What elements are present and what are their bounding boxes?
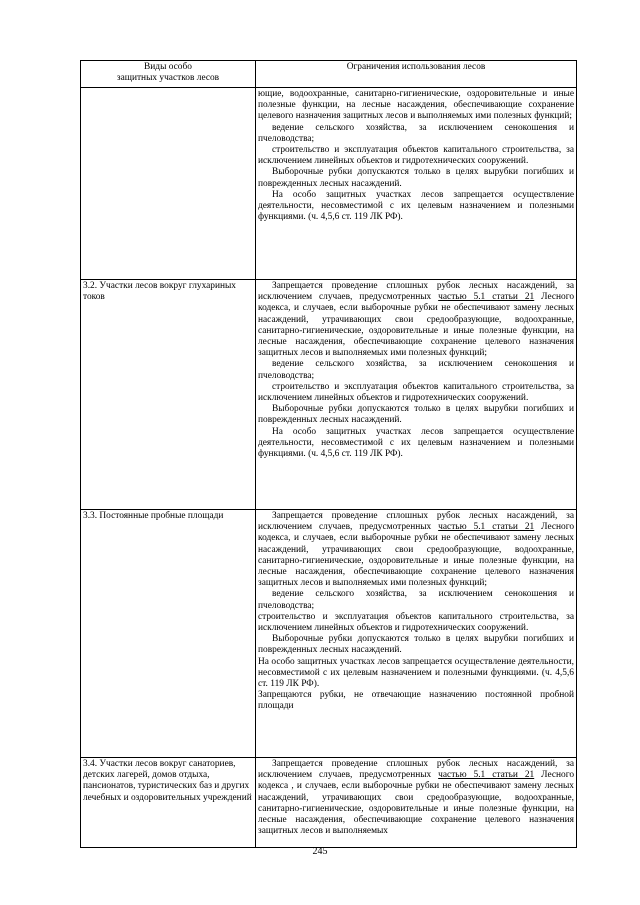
text-run: Запрещается проведение сплошных рубок лесных насаждений, за исключением случаев, предусмотренных	[258, 281, 574, 303]
restriction-paragraph: ющие, водоохранные, санитарно-гигиенические, оздоровительные и иные полезные функции, на лесные насаждения, обеспечивающие сохранение целевого назначения защитных лесов и выполняемых ими полезных функций;	[258, 89, 574, 122]
table-row	[81, 510, 577, 758]
row-restrictions-cell	[256, 280, 577, 510]
header-forest-types	[81, 61, 256, 88]
restriction-paragraph: ведение сельского хозяйства, за исключением сенокошения и пчеловодства;	[258, 359, 574, 381]
restriction-paragraph: Запрещаются рубки, не отвечающие назначению постоянной пробной площади	[258, 690, 574, 712]
restrictions-table	[80, 60, 577, 848]
restriction-paragraph: ведение сельского хозяйства, за исключением сенокошения и пчеловодства;	[258, 122, 574, 144]
row-name-cell: 3.4. Участки лесов вокруг санаториев, детских лагерей, домов отдыха, пансионатов, туристических баз и других лечебных и оздоровительных учреждений	[81, 758, 256, 848]
row-restrictions-cell	[256, 88, 577, 280]
header-restrictions: Ограничения использования лесов	[256, 61, 577, 88]
law-reference-link[interactable]: частью 5.1 статьи 21	[438, 770, 535, 781]
text-run: Запрещается проведение сплошных рубок лесных насаждений, за исключением случаев, предусмотренных	[258, 511, 574, 533]
restriction-paragraph: На особо защитных участках лесов запрещается осуществление деятельности, несовместимой с их целевым назначением и полезными функциями. (ч. 4,5,6 ст. 119 ЛК РФ).	[258, 426, 574, 460]
text-run: Лесного кодекса, и случаев, если выборочные рубки не обеспечивают замену лесных насаждений, утрачивающих свои средообразующие, водоохранные, санитарно-гигиенические, оздоровительные и иные полезные функции, на лесные насаждения, обеспечивающие сохранение целевого назначения защитных лесов и выполняемых ими полезных функций;	[258, 292, 575, 359]
restriction-paragraph: строительство и эксплуатация объектов капитального строительства, за исключением линейных объектов и гидротехнических сооружений.	[258, 145, 574, 167]
row-name-cell	[81, 88, 256, 280]
header-col1-line1: Виды особо	[144, 62, 192, 72]
row-restrictions-cell	[256, 510, 577, 758]
header-col1-line2: защитных участков лесов	[116, 73, 220, 84]
row-name-cell: 3.3. Постоянные пробные площади	[81, 510, 256, 758]
table-row	[81, 758, 577, 848]
restriction-paragraph: На особо защитных участках лесов запрещается осуществление деятельности, несовместимой с их целевым назначением и полезными функциями. (ч. 4,5,6 ст. 119 ЛК РФ).	[258, 656, 574, 690]
table-header-row	[81, 61, 577, 88]
row-name-cell: 3.2. Участки лесов вокруг глухариных токов	[81, 280, 256, 510]
restriction-paragraph	[258, 281, 574, 359]
restriction-paragraph: Выборочные рубки допускаются только в целях вырубки погибших и поврежденных лесных насаждений.	[258, 404, 574, 426]
law-reference-link[interactable]: частью 5.1 статьи 21	[438, 292, 535, 303]
restriction-paragraph: На особо защитных участках лесов запрещается осуществление деятельности, несовместимой с их целевым назначением и полезными функциями. (ч. 4,5,6 ст. 119 ЛК РФ).	[258, 189, 574, 223]
table-row	[81, 88, 577, 280]
restriction-paragraph: ведение сельского хозяйства, за исключением сенокошения и пчеловодства;	[258, 589, 574, 611]
restriction-paragraph: строительство и эксплуатация объектов капитального строительства, за исключением линейных объектов и гидротехнических сооружений.	[258, 611, 574, 634]
restriction-paragraph: Выборочные рубки допускаются только в целях вырубки погибших и поврежденных лесных насаждений.	[258, 634, 574, 656]
restriction-paragraph: Выборочные рубки допускаются только в целях вырубки погибших и поврежденных лесных насаждений.	[258, 167, 574, 189]
restriction-paragraph	[258, 511, 574, 589]
restriction-paragraph	[258, 759, 574, 837]
text-run: Запрещается проведение сплошных рубок лесных насаждений, за исключением случаев, предусмотренных	[258, 759, 574, 781]
text-run: Лесного кодекса, и случаев, если выборочные рубки не обеспечивают замену лесных насаждений, утрачивающих свои средообразующие, водоохранные, санитарно-гигиенические, оздоровительные и иные полезные функции, на лесные насаждения, обеспечивающие сохранение целевого назначения защитных лесов и выполняемых ими полезных функций;	[258, 522, 575, 589]
law-reference-link[interactable]: частью 5.1 статьи 21	[438, 522, 535, 533]
restriction-paragraph: строительство и эксплуатация объектов капитального строительства, за исключением линейных объектов и гидротехнических сооружений.	[258, 381, 574, 404]
row-restrictions-cell	[256, 758, 577, 848]
page-number: 245	[312, 846, 328, 857]
text-run: Лесного кодекса , и случаев, если выборочные рубки не обеспечивают замену лесных насаждений, утрачивающих свои средообразующие, водоохранные, санитарно-гигиенические, оздоровительные и иные полезные функции, на лесные насаждения, обеспечивающие сохранение целевого назначения защитных лесов и выполняемых	[258, 770, 575, 837]
table-row	[81, 280, 577, 510]
